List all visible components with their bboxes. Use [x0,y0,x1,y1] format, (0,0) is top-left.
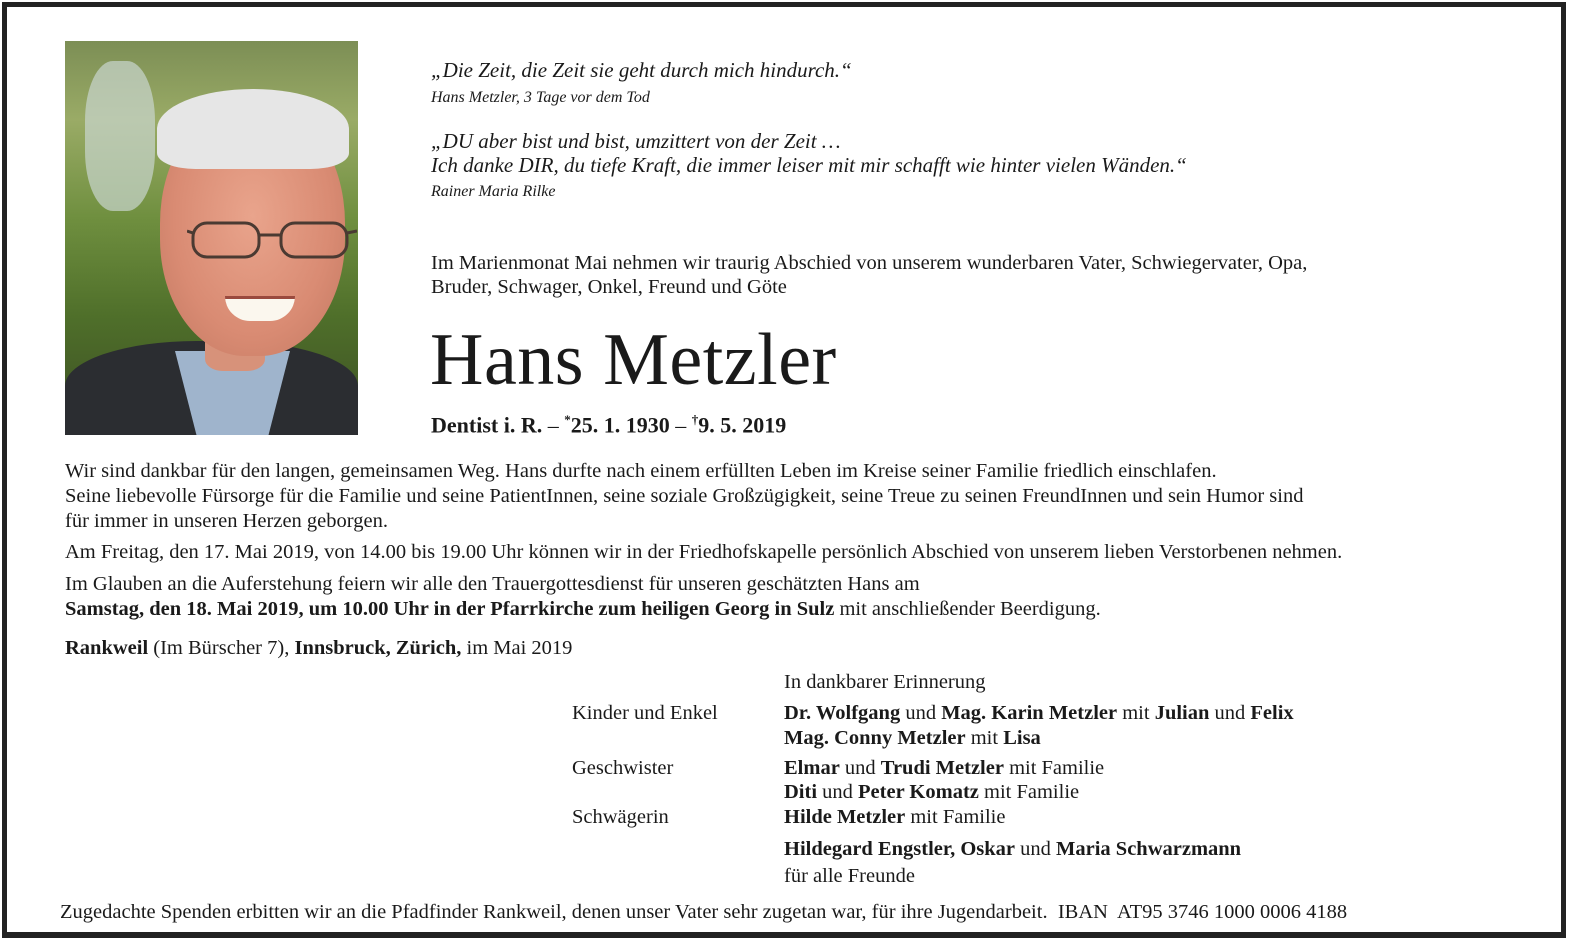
mourner-line-6: Hildegard Engstler, Oskar und Maria Schwarzmann [784,838,1242,860]
paragraph-gratitude [65,459,1303,534]
place-cities-2: Innsbruck, Zürich, [294,637,462,659]
death-date: 9. 5. 2019 [698,412,787,438]
profession: Dentist i. R. [431,412,543,438]
quote-2-line-2: Ich danke DIR, du tiefe Kraft, die immer leiser mit mir schafft wie hinter vielen Wänden.“ [431,153,1187,177]
deceased-name: Hans Metzler [430,319,837,401]
paragraph-gratitude-line-3: für immer in unseren Herzen geborgen. [65,510,388,532]
birth-mark: * [564,412,571,427]
mourners-heading: In dankbarer Erinnerung [784,671,986,693]
intro-line-2: Bruder, Schwager, Onkel, Freund und Göte [431,276,787,298]
mourner-line-3: Elmar und Trudi Metzler mit Familie [784,757,1105,779]
paragraph-service [65,572,1101,622]
portrait-photo [65,41,358,435]
mourner-line-1: Dr. Wolfgang und Mag. Karin Metzler mit Julian und Felix [784,702,1294,724]
paragraph-gratitude-line-2: Seine liebevolle Fürsorge für die Familie und seine PatientInnen, seine soziale Großzügigkeit, seine Treue zu seinen FreundInnen und sein Humor sind [65,485,1304,507]
place-date: im Mai 2019 [461,637,573,659]
mourner-line-4: Diti und Peter Komatz mit Familie [784,781,1080,803]
separator-2: – [675,412,687,438]
death-mark: † [691,412,699,427]
quote-2-source: Rainer Maria Rilke [431,183,556,200]
service-date-location: Samstag, den 18. Mai 2019, um 10.00 Uhr in der Pfarrkirche zum heiligen Georg in Sulz [65,598,835,620]
life-dates [431,412,786,438]
place-city-1: Rankweil [65,637,149,659]
service-line-1: Im Glauben an die Auferstehung feiern wir alle den Trauergottesdienst für unseren geschätzten Hans am [65,573,920,595]
place-address: (Im Bürscher 7), [148,637,295,659]
paragraph-gratitude-line-1: Wir sind dankbar für den langen, gemeinsamen Weg. Hans durfte nach einem erfüllten Leben im Kreise seiner Familie friedlich einschlafen. [65,460,1217,482]
birth-date: 25. 1. 1930 [570,412,670,438]
quote-1-source: Hans Metzler, 3 Tage vor dem Tod [431,89,650,106]
intro-line-1: Im Marienmonat Mai nehmen wir traurig Abschied von unserem wunderbaren Vater, Schwiegervater, Opa, [431,252,1308,274]
place-date-line [65,636,572,661]
group-label-sister-in-law: Schwägerin [572,806,669,828]
quote-2-line-1: „DU aber bist und bist, umzittert von der Zeit … [431,129,841,153]
group-label-children: Kinder und Enkel [572,702,718,724]
quote-1: „Die Zeit, die Zeit sie geht durch mich hindurch.“ [431,58,852,82]
mourner-line-2: Mag. Conny Metzler mit Lisa [784,727,1041,749]
donation-note: Zugedachte Spenden erbitten wir an die Pfadfinder Rankweil, denen unser Vater sehr zugetan war, für ihre Jugendarbeit. IBAN AT95 3746 1000 0006 4188 [60,901,1348,923]
paragraph-viewing: Am Freitag, den 17. Mai 2019, von 14.00 bis 19.00 Uhr können wir in der Friedhofskapelle persönlich Abschied von unserem lieben Verstorbenen nehmen. [65,541,1343,563]
mourner-line-5: Hilde Metzler mit Familie [784,806,1006,828]
group-label-siblings: Geschwister [572,757,674,779]
separator-1: – [547,412,559,438]
service-line-rest: mit anschließender Beerdigung. [834,598,1101,620]
mourner-friends: für alle Freunde [784,865,915,887]
